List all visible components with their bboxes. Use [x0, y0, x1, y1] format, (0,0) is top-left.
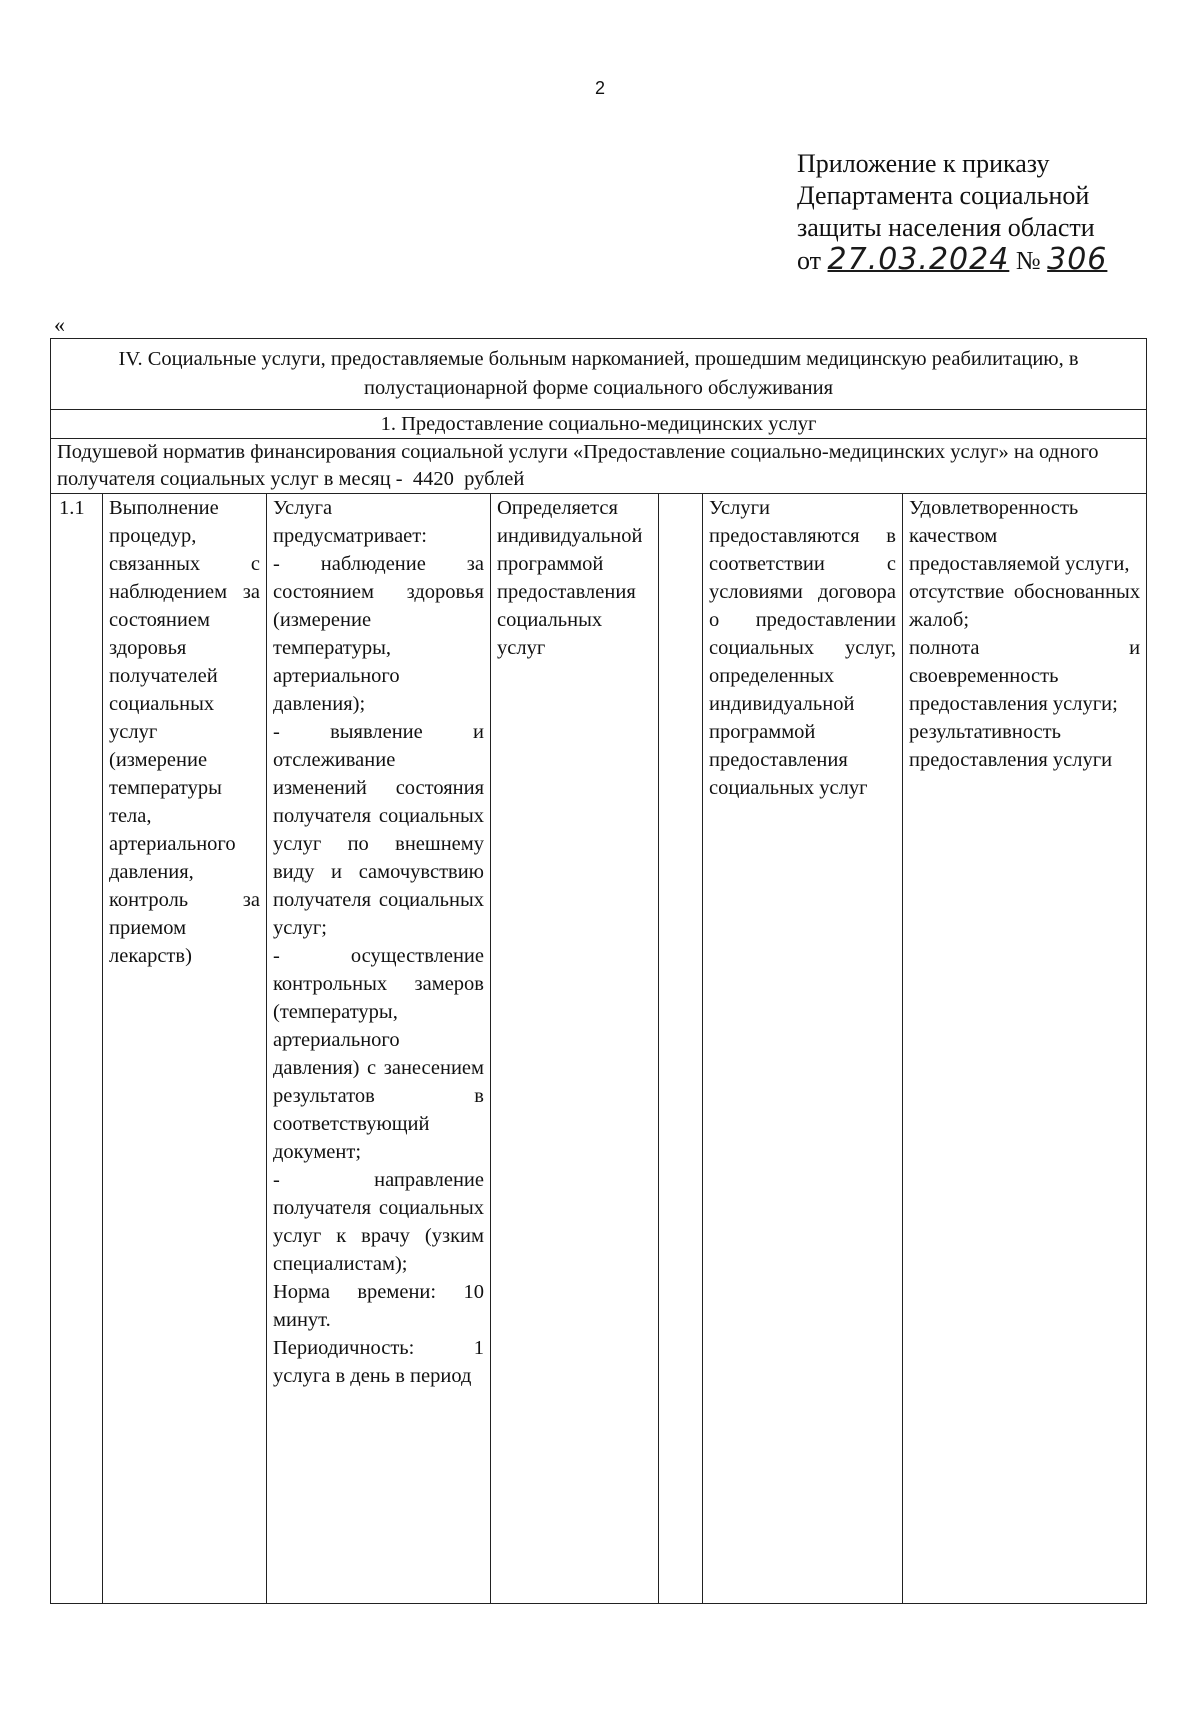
appendix-line-1: Приложение к приказу — [797, 149, 1050, 178]
service-conditions: Услуги предоставляются в соответствии с условиями договора о предоставлении социальных услуг, определенных индивидуальной программой предоставления социальных услуг — [703, 494, 903, 1604]
description-line: Периодичность: 1 услуга в день в период — [273, 1337, 484, 1387]
subsection-title: 1. Предоставление социально-медицинских услуг — [51, 410, 1147, 439]
quality-line: полнота и своевременность предоставления услуги; — [909, 637, 1141, 715]
description-line: Услуга предусматривает: — [273, 497, 427, 547]
quality-line: результативность предоставления услуги — [909, 721, 1113, 771]
services-table — [50, 338, 1147, 1604]
appendix-order-ref — [797, 244, 1177, 277]
funding-norm-text: Подушевой норматив финансирования социальной услуги «Предоставление социально-медицинских услуг» на одного получателя социальных услуг в месяц - — [57, 441, 1099, 490]
quality-indicators — [903, 494, 1147, 1604]
appendix-line-3: защиты населения области — [797, 213, 1095, 242]
description-line: Норма времени: 10 минут. — [273, 1281, 484, 1331]
service-name: Выполнение процедур, связанных с наблюдением за состоянием здоровья получателей социальных услуг (измерение температуры тела, артериального давления, контроль за приемом лекарств) — [103, 494, 267, 1604]
order-number: 306 — [1047, 242, 1108, 277]
order-date: 27.03.2024 — [827, 242, 1010, 277]
table-row — [51, 494, 1147, 1604]
empty-cell — [659, 494, 703, 1604]
funding-norm — [51, 439, 1147, 494]
service-volume: Определяется индивидуальной программой предоставления социальных услуг — [491, 494, 659, 1604]
appendix-line-2: Департамента социальной — [797, 181, 1090, 210]
page-number: 2 — [594, 78, 605, 98]
description-line: - осуществление контрольных замеров (температуры, артериального давления) с занесением результатов в соответствующий документ; — [273, 945, 484, 1163]
funding-norm-amount: 4420 — [412, 468, 454, 490]
quality-line: Удовлетворенность качеством предоставляемой услуги, — [909, 497, 1130, 575]
section-title: IV. Социальные услуги, предоставляемые больным наркоманией, прошедшим медицинскую реабилитацию, в полустационарной форме социального обслуживания — [51, 339, 1147, 410]
number-sign: № — [1015, 246, 1041, 275]
row-number: 1.1 — [51, 494, 103, 1604]
description-line: - выявление и отслеживание изменений состояния получателя социальных услуг по внешнему виду и самочувствию получателя социальных услуг; — [273, 721, 484, 939]
funding-norm-unit: рублей — [464, 468, 525, 490]
opening-quote: « — [54, 312, 65, 337]
description-line: - направление получателя социальных услуг к врачу (узким специалистам); — [273, 1169, 484, 1275]
description-line: - наблюдение за состоянием здоровья (измерение температуры, артериального давления); — [273, 553, 484, 715]
date-prefix: от — [797, 246, 822, 275]
service-description — [267, 494, 491, 1604]
quality-line: отсутствие обоснованных жалоб; — [909, 581, 1141, 631]
appendix-header — [797, 148, 1177, 277]
